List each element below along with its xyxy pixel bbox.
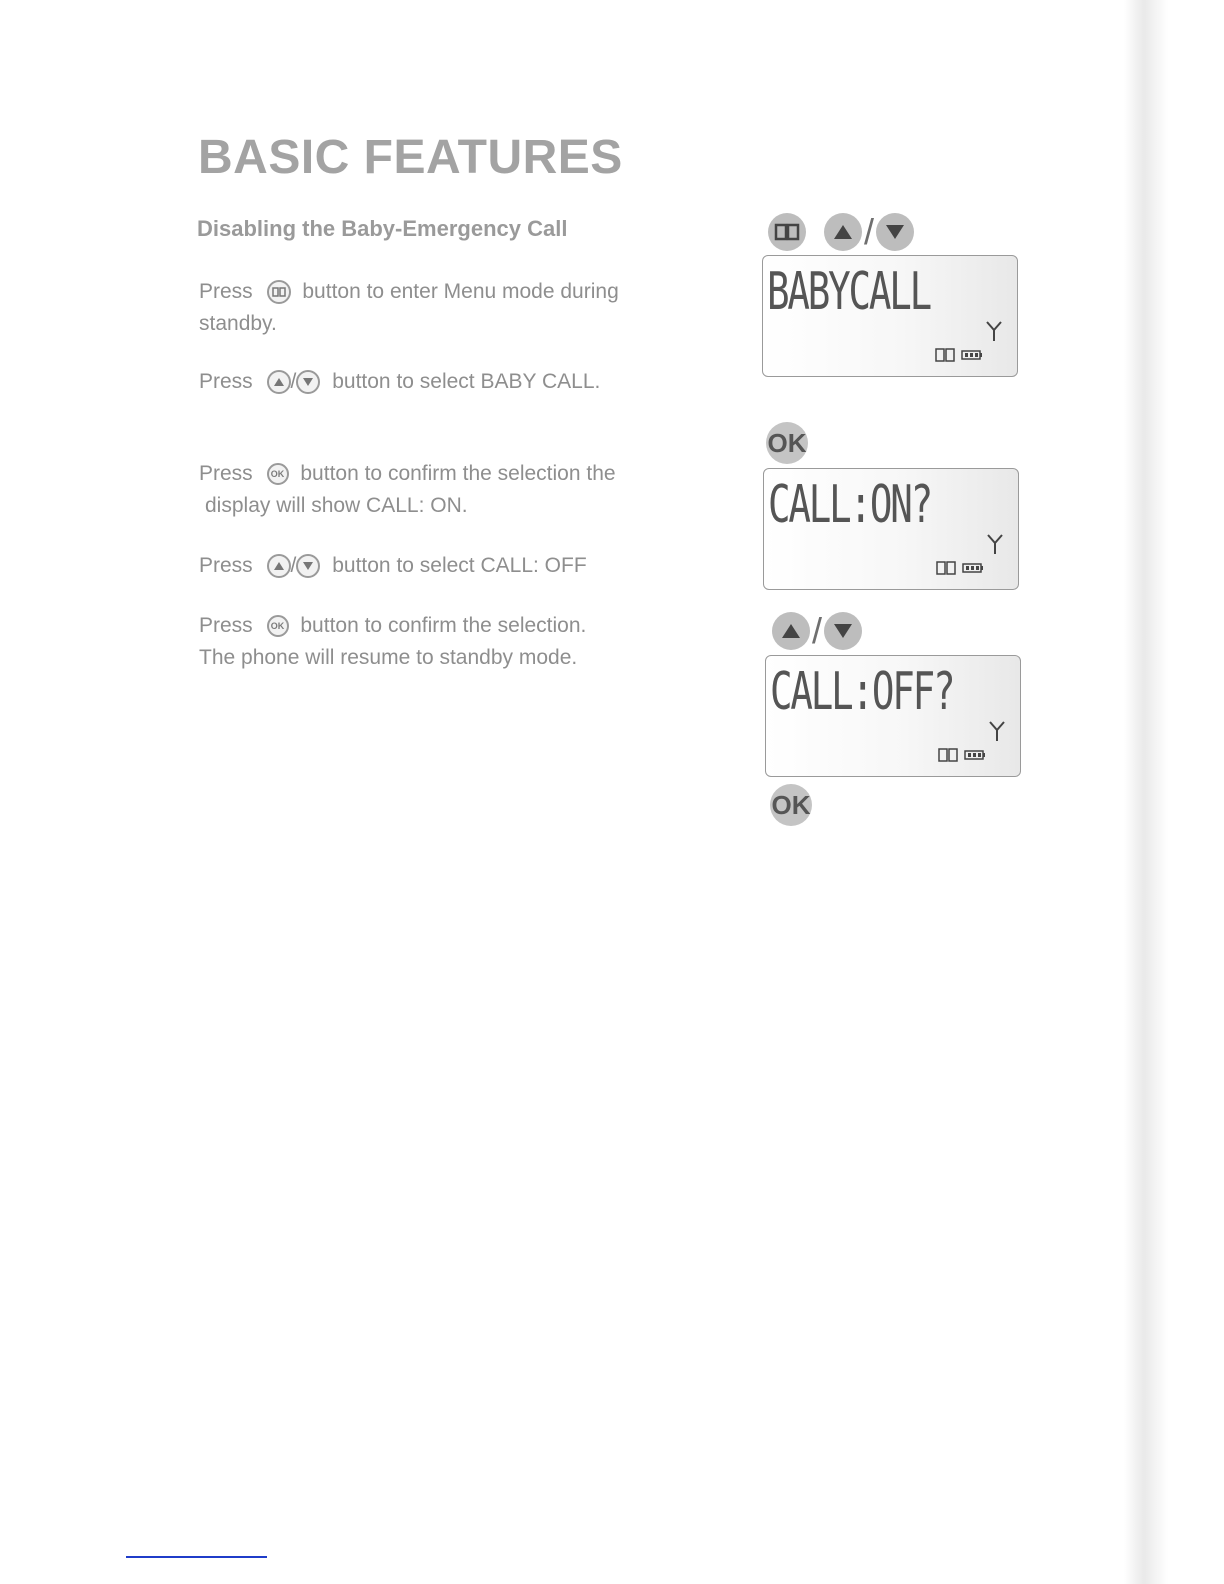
step-3-text-cont: display will show CALL: ON. bbox=[205, 494, 468, 517]
step-4-text: button to select CALL: OFF bbox=[332, 554, 587, 577]
phonebook-key-icon bbox=[768, 213, 806, 251]
page-title: BASIC FEATURES bbox=[198, 131, 623, 184]
ok-key-icon: OK bbox=[267, 615, 289, 637]
phonebook-icon bbox=[938, 748, 958, 762]
key-slash: / bbox=[864, 211, 875, 252]
step-5-text-cont: The phone will resume to standby mode. bbox=[199, 646, 578, 669]
menu-updown-keys bbox=[768, 213, 914, 251]
step-1-text: button to enter Menu mode during bbox=[302, 280, 619, 303]
step-1 bbox=[199, 276, 659, 340]
step-4 bbox=[199, 550, 659, 582]
up-key-icon bbox=[267, 370, 291, 394]
step-4-slash: / bbox=[290, 554, 297, 577]
step-2 bbox=[199, 366, 659, 398]
phonebook-icon bbox=[936, 561, 956, 575]
step-4-press: Press bbox=[199, 554, 253, 577]
up-key-icon bbox=[824, 213, 862, 251]
lcd-display-baby-call bbox=[762, 255, 1018, 377]
step-3-press: Press bbox=[199, 462, 253, 485]
step-3 bbox=[199, 458, 659, 522]
lcd-display-call-off bbox=[765, 655, 1021, 777]
battery-icon bbox=[964, 750, 986, 760]
phonebook-icon bbox=[935, 348, 955, 362]
ok-key-icon: OK bbox=[267, 463, 289, 485]
battery-icon bbox=[961, 350, 983, 360]
step-5 bbox=[199, 610, 659, 674]
ok-key-icon: OK bbox=[766, 422, 808, 464]
ok-key-icon: OK bbox=[770, 784, 812, 826]
up-key-icon bbox=[267, 554, 291, 578]
step-1-text-cont: standby. bbox=[199, 312, 277, 335]
step-2-slash: / bbox=[290, 370, 297, 393]
lcd-status-icons bbox=[936, 561, 984, 575]
lcd-display-call-on bbox=[763, 468, 1019, 590]
down-key-icon bbox=[296, 370, 320, 394]
lcd-text: BABYCALL bbox=[767, 262, 931, 322]
signal-antenna-icon bbox=[986, 533, 1004, 555]
step-3-text: button to confirm the selection the bbox=[300, 462, 616, 485]
step-2-press: Press bbox=[199, 370, 253, 393]
lcd-status-icons bbox=[935, 348, 983, 362]
page-binding-edge bbox=[1124, 0, 1224, 1584]
section-heading: Disabling the Baby-Emergency Call bbox=[197, 216, 568, 241]
step-5-press: Press bbox=[199, 614, 253, 637]
down-key-icon bbox=[824, 612, 862, 650]
signal-antenna-icon bbox=[985, 320, 1003, 342]
menu-key-icon bbox=[267, 280, 291, 304]
lcd-text: CALL:OFF? bbox=[770, 662, 954, 722]
lcd-status-icons bbox=[938, 748, 986, 762]
updown-keys bbox=[772, 612, 862, 650]
key-slash: / bbox=[812, 610, 823, 651]
signal-antenna-icon bbox=[988, 720, 1006, 742]
down-key-icon bbox=[296, 554, 320, 578]
step-2-text: button to select BABY CALL. bbox=[332, 370, 601, 393]
up-key-icon bbox=[772, 612, 810, 650]
down-key-icon bbox=[876, 213, 914, 251]
battery-icon bbox=[962, 563, 984, 573]
footer-rule bbox=[126, 1556, 267, 1558]
step-5-text: button to confirm the selection. bbox=[300, 614, 587, 637]
step-1-press: Press bbox=[199, 280, 253, 303]
lcd-text: CALL:ON? bbox=[768, 475, 932, 535]
